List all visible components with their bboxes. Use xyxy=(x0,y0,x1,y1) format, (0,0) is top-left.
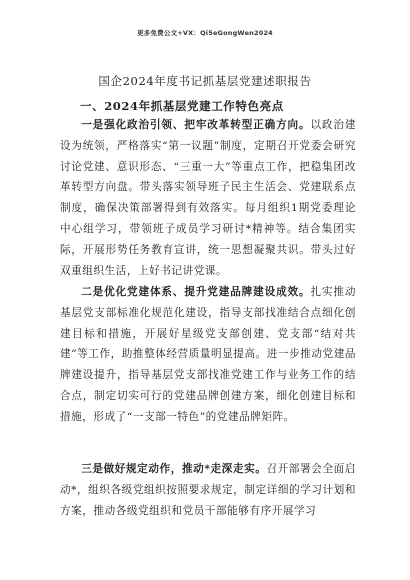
paragraph-3 xyxy=(60,459,356,521)
paragraph-2-body: 扎实推动基层党支部标准化规范化建设，指导支部找准结合点细化创建目标和措施，开展好星级党支部创建、党支部“结对共建”等工作，助推整体经营质量明显提高。进一步推动党建品牌建设提升，指导基层党支部找准党建工作与业务工作的结合点，制定切实可行的党建品牌创建方案，细化创建目标和措施，形成了“一支部一特色”的党建品牌矩阵。 xyxy=(60,286,357,423)
document-title: 国企2024年度书记抓基层党建述职报告 xyxy=(98,74,312,88)
paragraph-2-lead: 二是优化党建体系、提升党建品牌建设成效。 xyxy=(81,286,311,298)
section-heading: 一、2024年抓基层党建工作特色亮点 xyxy=(80,99,284,113)
watermark-note: 更多免费公文+VX：Qi5eGongWen2024 xyxy=(137,29,273,37)
paragraph-1 xyxy=(60,115,356,281)
paragraph-3-body: 召开部署会全面启动*，组织各级党组织按照要求规定，制定详细的学习计划和方案，推动各级党组织和党员干部能够有序开展学习 xyxy=(60,463,357,517)
paragraph-2 xyxy=(60,282,356,428)
paragraph-1-body: 以政治建设为统领，严格落实“第一议题”制度，定期召开党委会研究讨论党建、意识形态、“三重一大”等重点工作，把稳集团改革转型方向盘。带头落实领导班子民主生活会、党建联系点制度，确保决策部署得到有效落实。每月组织1期党委理论中心组学习，带领班子成员学习研讨*精神等。结合集团实际，开展形势任务教育宣讲，统一思想凝聚共识。带头过好双重组织生活，上好书记讲党课。 xyxy=(60,119,357,277)
paragraph-1-lead: 一是强化政治引领、把牢改革转型正确方向。 xyxy=(81,119,311,131)
paragraph-3-lead: 三是做好规定动作，推动*走深走实。 xyxy=(81,463,267,475)
